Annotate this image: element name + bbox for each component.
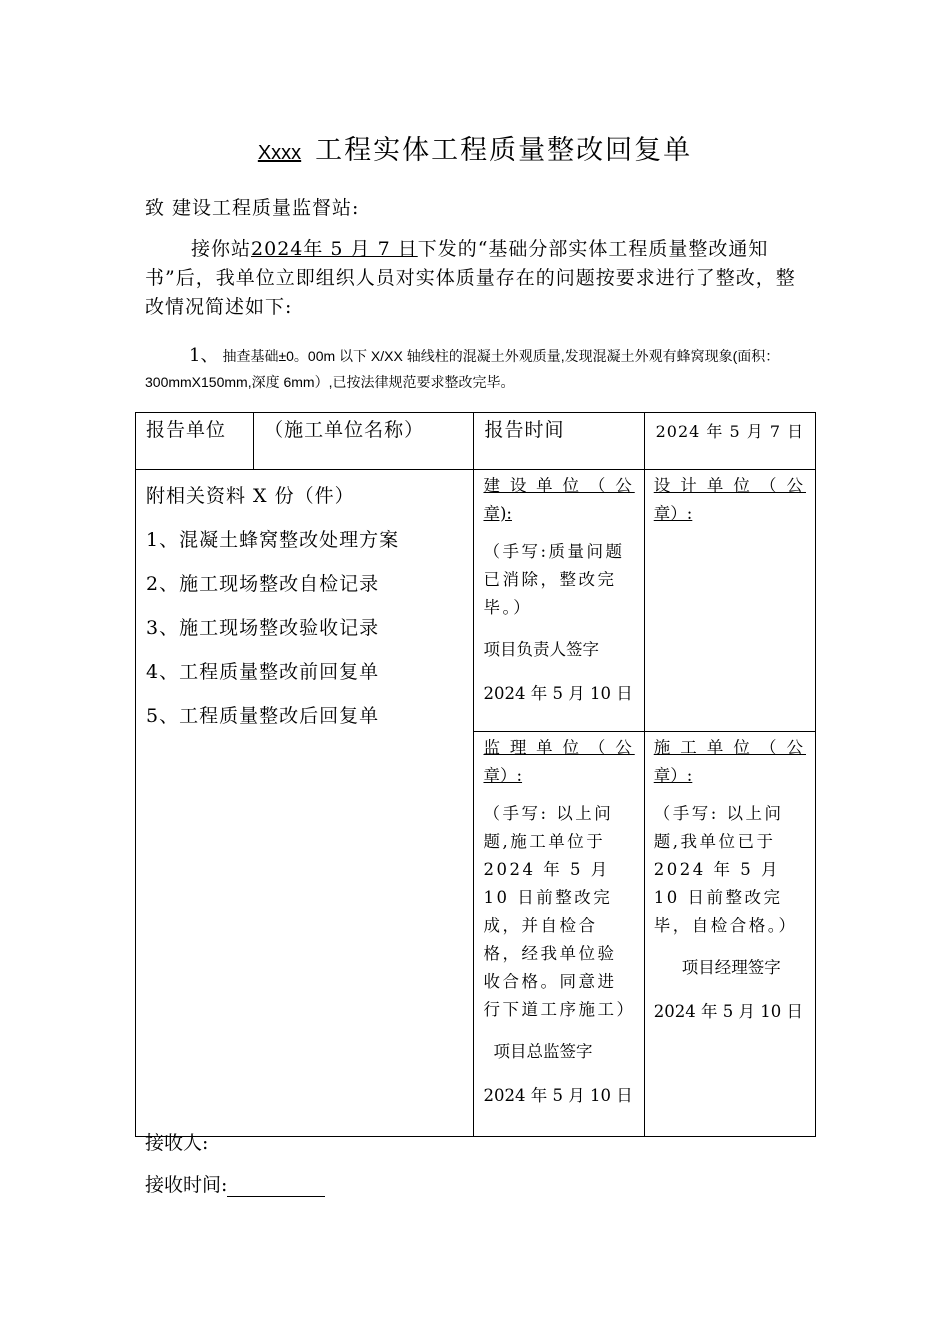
design-unit-cell [644, 470, 815, 732]
attachment-item: 5、工程质量整改后回复单 [146, 705, 380, 727]
receive-time-blank [227, 1176, 325, 1197]
construction-unit-date: 2024 年 5 月 10 日 [483, 684, 633, 703]
receive-time-label: 接收时间: [145, 1174, 228, 1196]
construction-unit-label: 建设单位（公 [483, 476, 635, 495]
construction-unit-signature: 项目负责人签字 [483, 640, 599, 659]
intro-suffix: 下发的“基础分部实体工程质量整改通知书”后，我单位立即组织人员对实体质量存在的问题按要求进行了整改，整改情况简述如下: [145, 238, 796, 318]
attachments-title: 附相关资料 X 份（件） [146, 485, 355, 507]
supervision-unit-signature: 项目总监签字 [493, 1042, 593, 1061]
supervision-unit-cell [474, 732, 644, 1137]
project-name: Xxxx [257, 142, 302, 164]
design-unit-label: 设计单位（公 [653, 476, 806, 495]
attachment-item: 4、工程质量整改前回复单 [146, 661, 380, 683]
builder-unit-label-2: 章）: [653, 766, 693, 785]
construction-unit-cell [474, 470, 644, 732]
attachment-item: 2、施工现场整改自检记录 [146, 573, 380, 595]
title-text: 工程实体工程质量整改回复单 [315, 135, 693, 166]
builder-unit-label: 施工单位（公 [653, 738, 806, 757]
supervision-unit-date: 2024 年 5 月 10 日 [483, 1086, 633, 1105]
report-time-value: 2024 年 5 月 7 日 [644, 413, 815, 470]
reply-table [135, 412, 816, 1137]
attachment-item: 3、施工现场整改验收记录 [146, 617, 380, 639]
builder-unit-signature: 项目经理签字 [681, 958, 781, 977]
attachments-cell [136, 470, 474, 1137]
attachment-item: 1、混凝土蜂窝整改处理方案 [146, 529, 400, 551]
rectification-item [145, 343, 815, 395]
builder-unit-cell [644, 732, 815, 1137]
receive-time-row [145, 1170, 325, 1197]
receiver-label: 接收人: [145, 1132, 209, 1154]
addressee: 致 建设工程质量监督站: [145, 197, 360, 219]
page-title [0, 128, 950, 167]
notice-date: 2024年 5 月 7 日 [251, 238, 418, 260]
supervision-unit-label-2: 章）: [483, 766, 523, 785]
builder-unit-date: 2024 年 5 月 10 日 [653, 1002, 803, 1021]
design-unit-label-2: 章）: [653, 504, 693, 523]
report-time-label: 报告时间 [474, 413, 644, 470]
intro-paragraph [145, 235, 815, 322]
item-text: 抽查基础±0。00m 以下 X/XX 轴线柱的混凝土外观质量,发现混凝土外观有蜂窝现象(面积：300mmX150mm,深度 6mm）,已按法律规范要求整改完毕。 [145, 348, 780, 390]
report-unit-label: 报告单位 [136, 413, 254, 470]
construction-unit-label-2: 章): [483, 504, 512, 523]
supervision-unit-label: 监理单位（公 [483, 738, 635, 757]
construction-unit-note: （手写:质量问题已消除，整改完毕。） [483, 542, 625, 617]
supervision-unit-note: （手写: 以上问题,施工单位于2024 年 5 月 10 日前整改完成，并自检合格，经我单位验收合格。同意进行下道工序施工） [483, 804, 636, 1019]
report-unit-value: （施工单位名称） [254, 413, 474, 470]
item-number: 1、 [189, 345, 219, 366]
intro-prefix: 接你站 [191, 238, 252, 260]
builder-unit-note: （手写: 以上问题,我单位已于2024 年 5 月 10 日前整改完毕，自检合格。） [653, 804, 798, 935]
